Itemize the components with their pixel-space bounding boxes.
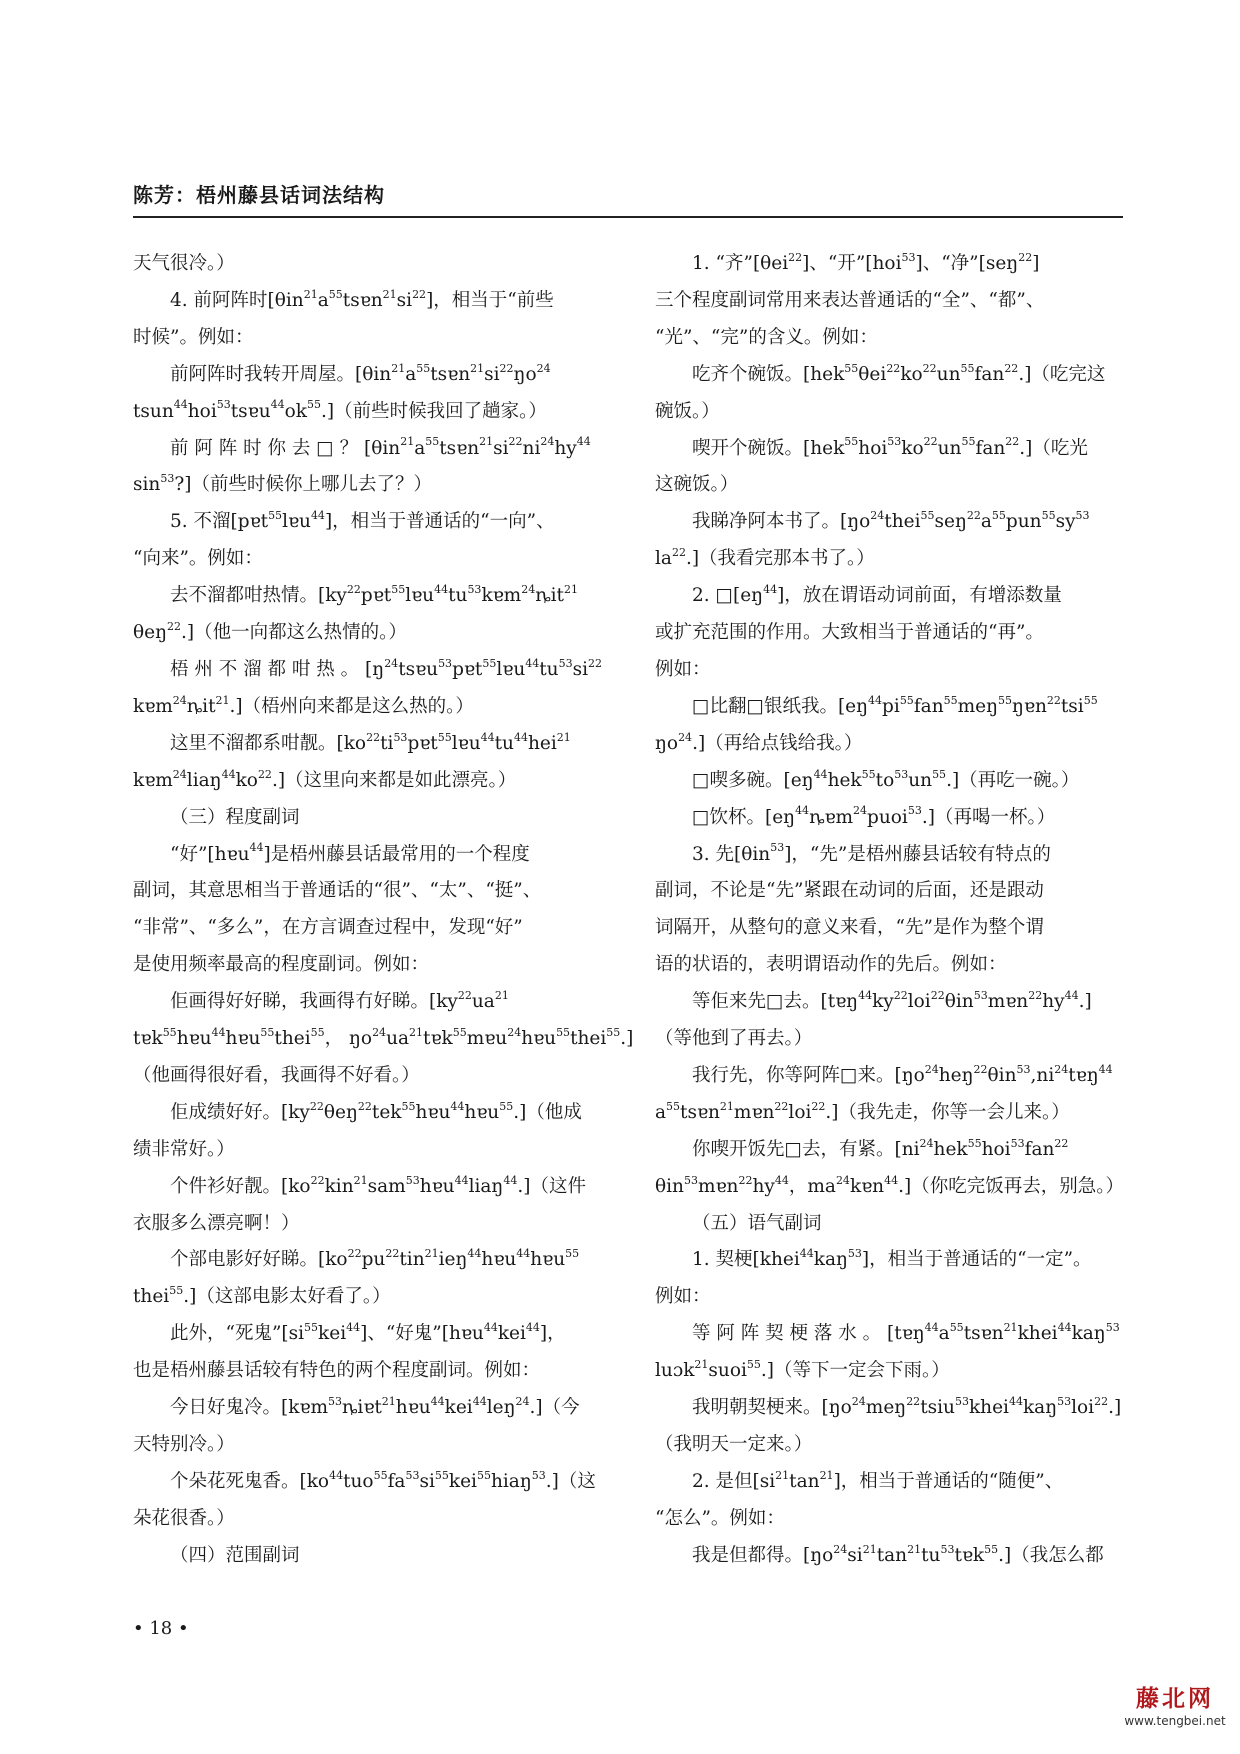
text-line: 这里不溜都系咁靓。[$ko^{22}ti^{53}pɐt^{55}lɐu^{44}tu^{44}hei^{21}$ bbox=[170, 730, 571, 754]
right-column bbox=[655, 246, 1125, 1575]
text-line: 个件衫好靓。$[ko^{22}kin^{21}sam^{53}hɐu^{44}liaŋ^{44}.]$（这件 bbox=[170, 1173, 586, 1197]
text-line: □比翻□银纸我。[$eŋ^{44}pi^{55}fan^{55}meŋ^{55}ŋɐn^{22}tsi^{55}$ bbox=[692, 693, 1098, 717]
text-line: 碗饭。） bbox=[655, 400, 720, 422]
text-line: 前 阿 阵 时 你 去 □ ？ [$\theta in^{21}a^{55}tsɐn^{21}si^{22}ni^{24}hy^{44}$ bbox=[170, 435, 591, 459]
text-line: 吃齐个碗饭。$[hek^{55}\theta ei^{22}ko^{22}un^{55}fan^{22}.]$（吃完这 bbox=[692, 361, 1106, 385]
text-line: 佢成绩好好。$[ky^{22}\theta eŋ^{22}tek^{55}hɐu^{44}hɐu^{55}.]$（他成 bbox=[170, 1099, 582, 1123]
text-line: □喫多碗。$[eŋ^{44}hek^{55}to^{53}un^{55}.]$（再吃一碗。） bbox=[692, 767, 1080, 791]
left-column bbox=[133, 246, 634, 1575]
text-line: 我睇净阿本书了。[$ŋo^{24}thei^{55}seŋ^{22}a^{55}pun^{55}sy^{53}$ bbox=[692, 509, 1090, 533]
text-line: 2. 是但$[si^{21}\tan^{21}]$，相当于普通话的“随便”、 bbox=[692, 1468, 1064, 1492]
text-line: 也是梧州藤县话较有特色的两个程度副词。例如： bbox=[133, 1360, 541, 1382]
text-line: （等他到了再去。） bbox=[655, 1028, 813, 1050]
text-line: 喫开个碗饭。$[hek^{55}hoi^{53}ko^{22}un^{55}fan^{22}.]$（吃光 bbox=[692, 435, 1088, 459]
text-line: 天特别冷。） bbox=[133, 1434, 235, 1455]
text-line: 你喫开饭先□去，有紧。[$ni^{24}hek^{55}hoi^{53}fan^{22}$ bbox=[692, 1136, 1069, 1160]
text-line: 1. “齐”[θei$^{22}$]、“开”[hoi$^{53}$]、“净”[seŋ$^{22}$] bbox=[692, 250, 1040, 274]
text-line: 5. 不溜[pɐt$^{55}$lɐu$^{44}$]，相当于普通话的“一向”、 bbox=[170, 509, 555, 533]
text-line: 例如： bbox=[655, 658, 711, 680]
text-line: kɐm$^{24}$ȵit$^{21}$.]（梧州向来都是这么热的。） bbox=[133, 693, 474, 717]
text-line: 我明朝契梗来。$[ŋo^{24}meŋ^{22}tsiu^{53}khei^{44}kaŋ^{53}loi^{22}.]$ bbox=[692, 1394, 1122, 1419]
text-line: 语的状语的，表明谓语动作的先后。例如： bbox=[655, 954, 1007, 976]
text-line: （四）范围副词 bbox=[170, 1544, 300, 1566]
header-rule bbox=[133, 216, 1123, 218]
text-line: 天气很冷。） bbox=[133, 253, 235, 274]
text-line: thei$^{55}$.]（这部电影太好看了。） bbox=[133, 1284, 391, 1308]
text-line: 三个程度副词常用来表达普通话的“全”、“都”、 bbox=[655, 289, 1045, 311]
text-line: $kɐm^{24}liaŋ^{44}ko^{22}$.]（这里向来都是如此漂亮。） bbox=[133, 767, 517, 791]
text-line: （五）语气副词 bbox=[692, 1212, 822, 1234]
text-line: 等 阿 阵 契 梗 落 水 。 [$tɐŋ^{44}a^{55}tsɐn^{21}khei^{44}kaŋ^{53}$ bbox=[692, 1321, 1120, 1345]
text-line: “向来”。例如： bbox=[133, 548, 263, 570]
text-line: 个部电影好好睇。[$ko^{22}pu^{22}tin^{21}ieŋ^{44}hɐu^{44}hɐu^{55}$ bbox=[170, 1247, 580, 1271]
text-line: $la^{22}$.]（我看完那本书了。） bbox=[655, 546, 875, 570]
site-watermark[interactable] bbox=[1115, 1680, 1235, 1728]
text-line: 2. $□[eŋ^{44}]$，放在谓语动词前面，有增添数量 bbox=[692, 583, 1062, 607]
text-line: “非常”、“多么”，在方言调查过程中，发现“好” bbox=[133, 917, 523, 939]
text-line: θeŋ$^{22}$.]（他一向都这么热情的。） bbox=[133, 619, 407, 644]
text-line: （他画得很好看，我画得不好看。） bbox=[133, 1064, 420, 1086]
text-line: 这碗饭。） bbox=[655, 474, 739, 496]
page-number: • 18 • bbox=[133, 1618, 189, 1639]
text-line: 个朵花死鬼香。$[ko^{44}tuo^{55}fa^{53}si^{55}kei^{55}hiaŋ^{53}.]$（这 bbox=[170, 1468, 596, 1492]
text-line: “好”[hɐu$^{44}$]是梧州藤县话最常用的一个程度 bbox=[170, 841, 530, 865]
text-line: （我明天一定来。） bbox=[655, 1434, 813, 1455]
text-line: 1. 契梗[khei$^{44}$kaŋ$^{53}$]，相当于普通话的“一定”。 bbox=[692, 1247, 1092, 1271]
text-line: 去不溜都咁热情。[$ky^{22}pɐt^{55}lɐu^{44}tu^{53}kɐm^{24}ȵit^{21}$ bbox=[170, 583, 578, 607]
text-line: $a^{55}tsɐn^{21}mɐn^{22}loi^{22}$.]（我先走，你等一会儿来。） bbox=[655, 1099, 1070, 1123]
text-line: “光”、“完”的含义。例如： bbox=[655, 326, 878, 348]
text-line: luɔk$^{21}$suoi$^{55}$.]（等下一定会下雨。） bbox=[655, 1358, 950, 1382]
text-line: tɐk$^{55}$hɐu$^{44}$hɐu$^{55}$thei$^{55}$， $ŋo^{24}ua^{21}tɐk^{55}mɐu^{24}hɐu^{55}thei^{55}$.] bbox=[133, 1025, 634, 1050]
text-line: 时候”。例如： bbox=[133, 326, 254, 348]
text-line: 副词，不论是“先”紧跟在动词的后面，还是跟动 bbox=[655, 880, 1044, 902]
text-line: 今日好鬼冷。[kɐm$^{53}$ȵiɐt$^{21}$hɐu$^{44}$kei$^{44}$leŋ$^{24}$.]（今 bbox=[170, 1394, 580, 1419]
text-line: 等佢来先□去。$[tɐŋ^{44}ky^{22}loi^{22}\theta in^{53}mɐn^{22}hy^{44}.]$ bbox=[692, 988, 1092, 1013]
text-line: “怎么”。例如： bbox=[655, 1507, 785, 1529]
text-line: 梧 州 不 溜 都 咁 热 。 [$ŋ^{24}tsɐu^{53}pɐt^{55}lɐu^{44}tu^{53}si^{22}$ bbox=[170, 656, 603, 680]
text-line: 朵花很香。） bbox=[133, 1507, 235, 1529]
text-line: □饮杯。$[eŋ^{44}ȵɐm^{24}puoi^{53}.]$（再喝一杯。） bbox=[692, 804, 1056, 828]
text-line: 是使用频率最高的程度副词。例如： bbox=[133, 954, 430, 976]
text-line: 此外，“死鬼$”[si^{55}kei^{44}]$、“好鬼”[hɐu$^{44}$kei$^{44}$]， bbox=[170, 1321, 566, 1345]
text-line: 我行先，你等阿阵□来。[$ŋo^{24}heŋ^{22}\theta in^{53},ni^{24}tɐŋ^{44}$ bbox=[692, 1062, 1113, 1086]
text-line: $\theta in^{53}mɐn^{22}hy^{44}$，$ma^{24}kɐn^{44}$.]（你吃完饭再去，别急。） bbox=[655, 1173, 1124, 1197]
text-line: （三）程度副词 bbox=[170, 806, 300, 828]
running-header: 陈芳：梧州藤县话词法结构 bbox=[133, 183, 385, 207]
text-line: 词隔开，从整句的意义来看，“先”是作为整个谓 bbox=[655, 917, 1044, 939]
text-line: 4. 前阿阵时$[\theta in^{21}a^{55}tsɐn^{21}si^{22}]$，相当于“前些 bbox=[170, 287, 554, 311]
watermark-url[interactable]: www.tengbei.net bbox=[1124, 1714, 1226, 1728]
text-line: 3. 先[θin$^{53}$]，“先”是梧州藤县话较有特点的 bbox=[692, 841, 1051, 865]
text-line: 副词，其意思相当于普通话的“很”、“太”、“挺”、 bbox=[133, 880, 542, 902]
text-line: 或扩充范围的作用。大致相当于普通话的“再”。 bbox=[655, 622, 1044, 644]
text-line: 前阿阵时我转开周屋。[$\theta in^{21}a^{55}tsɐn^{21}si^{22}ŋo^{24}$ bbox=[170, 361, 551, 385]
text-line: 佢画得好好睇，我画得冇好睇。[$ky^{22}ua^{21}$ bbox=[170, 988, 509, 1013]
text-line: 我是但都得。$[ŋo^{24}si^{21}\tan^{21}tu^{53}tɐk^{55}.]$（我怎么都 bbox=[692, 1542, 1104, 1566]
watermark-name: 藤北网 bbox=[1136, 1685, 1214, 1712]
text-line: $ŋo^{24}$.]（再给点钱给我。） bbox=[655, 730, 863, 754]
text-line: 绩非常好。） bbox=[133, 1138, 235, 1160]
text-line: $tsun^{44}hoi^{53}tsɐu^{44}ok^{55}$.]（前些时候我回了趟家。） bbox=[133, 398, 547, 422]
text-line: $\sin^{53}$?]（前些时候你上哪儿去了？） bbox=[133, 472, 432, 496]
text-line: 例如： bbox=[655, 1286, 711, 1308]
text-line: 衣服多么漂亮啊！） bbox=[133, 1212, 300, 1234]
